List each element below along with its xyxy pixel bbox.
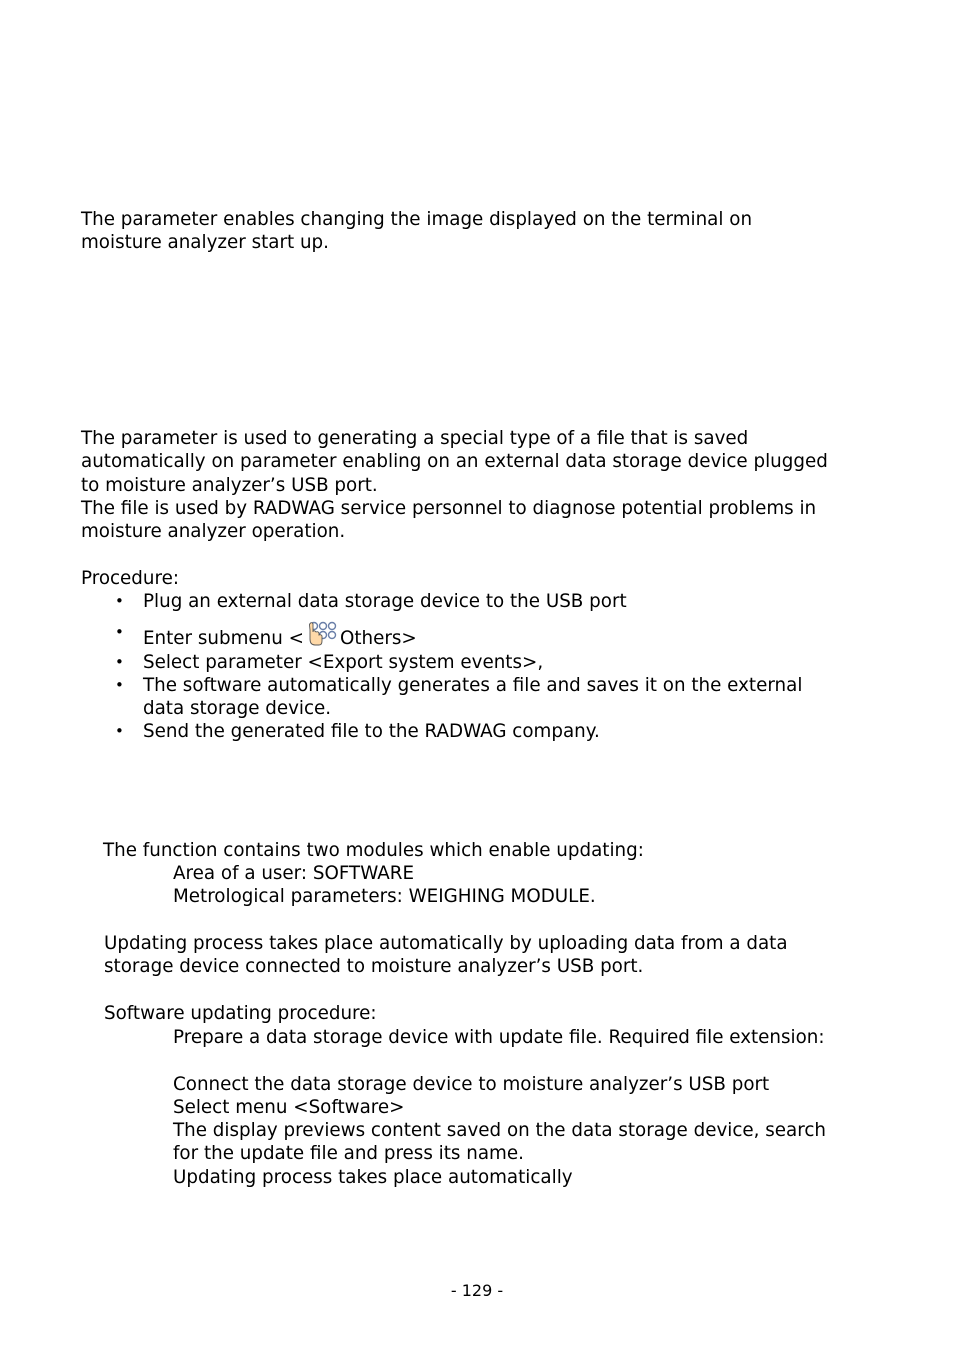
step-text: Enter submenu < [143, 628, 304, 650]
paragraph-line: Updating process takes place automatically by uploading data from a data [104, 933, 788, 954]
paragraph-line: moisture analyzer start up. [81, 232, 329, 254]
paragraph-line: storage device connected to moisture analyzer’s USB port. [104, 956, 644, 978]
procedure-steps [115, 590, 802, 744]
list-item: Select menu <Software> [173, 1096, 405, 1118]
section-2-text [81, 427, 828, 543]
list-item [115, 674, 802, 721]
spacer [173, 1049, 826, 1072]
list-item: Connect the data storage device to moisture analyzer’s USB port [173, 1073, 770, 1095]
list-item: The display previews content saved on the data storage device, search [173, 1120, 826, 1142]
page-number: - 129 - [450, 1281, 504, 1300]
step-text: Select parameter <Export system events>, [143, 651, 544, 673]
list-item: for the update file and press its name. [173, 1143, 524, 1165]
list-item [115, 590, 802, 613]
list-item [115, 651, 802, 674]
paragraph-line: The parameter enables changing the image displayed on the terminal on [81, 209, 753, 230]
software-procedure-label: Software updating procedure: [104, 1003, 377, 1024]
step-text: data storage device. [143, 698, 332, 720]
section-3-intro: The function contains two modules which enable updating: [103, 840, 644, 861]
procedure-label: Procedure: [81, 568, 180, 589]
paragraph-line: to moisture analyzer’s USB port. [81, 474, 378, 496]
list-item [115, 720, 802, 743]
section-1-text [81, 208, 752, 255]
paragraph-line: moisture analyzer operation. [81, 521, 346, 543]
list-item: Updating process takes place automatically [173, 1166, 573, 1188]
step-text: Plug an external data storage device to the USB port [143, 591, 627, 612]
paragraph-line: automatically on parameter enabling on an external data storage device plugged [81, 451, 828, 473]
step-text: The software automatically generates a file and saves it on the external [143, 674, 803, 696]
settings-hand-icon [305, 621, 339, 647]
software-steps [173, 1026, 826, 1189]
list-item: Prepare a data storage device with update file. Required file extension: [173, 1027, 825, 1048]
module-list [173, 862, 596, 909]
list-item: Area of a user: SOFTWARE [173, 863, 415, 884]
updating-text [104, 932, 788, 979]
paragraph-line: The parameter is used to generating a special type of a file that is saved [81, 428, 749, 449]
paragraph-line: The file is used by RADWAG service personnel to diagnose potential problems in [81, 497, 817, 519]
step-text: Others> [339, 628, 417, 650]
list-item: Metrological parameters: WEIGHING MODULE. [173, 886, 596, 908]
list-item [115, 621, 802, 650]
step-text: Send the generated file to the RADWAG company. [143, 721, 600, 743]
